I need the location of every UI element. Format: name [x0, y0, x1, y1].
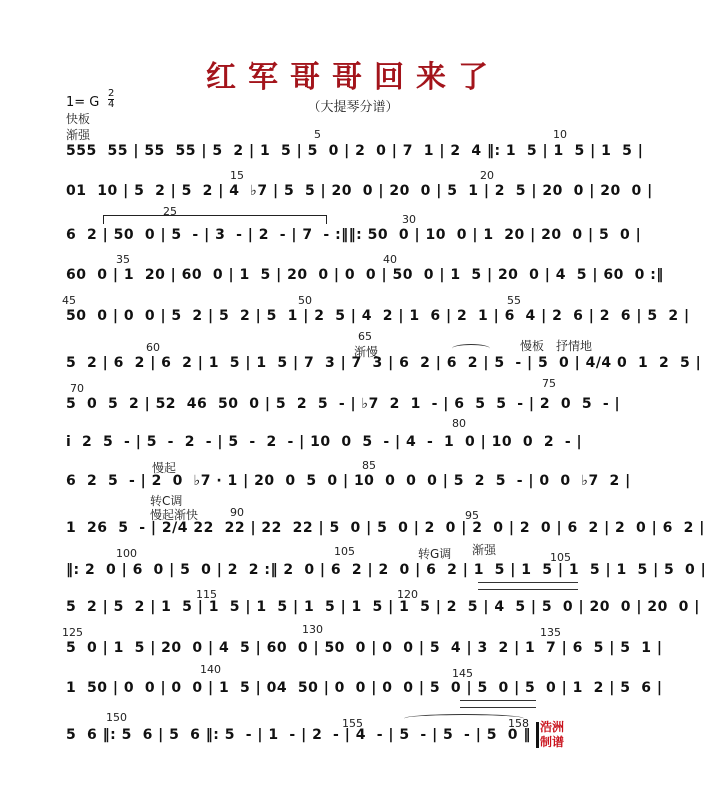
slur-mark [452, 344, 490, 353]
score-line-11: ‖: 2 0 | 6 0 | 5 0 | 2 2 :‖ 2 0 | 6 2 | 2 0 | 6 2 | 1 5 | 1 5 | 1 5 | 1 5 | 5 0 | [66, 562, 706, 578]
final-barline [536, 722, 539, 748]
score-subtitle: （大提琴分谱） [307, 100, 399, 115]
measure-number: 15 [230, 169, 244, 182]
measure-number: 65 [358, 330, 372, 343]
tempo-mark: 抒情地 [556, 339, 593, 353]
key-change-mark: 转C调 [150, 494, 183, 508]
score-line-12: 5 2 | 5 2 | 1 5 | 1 5 | 1 5 | 1 5 | 1 5 | 1 5 | 2 5 | 4 5 | 5 0 | 20 0 | 20 0 | [66, 599, 700, 615]
tempo-mark: 渐慢 [354, 345, 379, 359]
score-line-7: 5 0 5 2 | 52 46 50 0 | 5 2 5 - | ♭7 2 1 - | 6 5 5 - | 2 0 5 - | [66, 396, 621, 412]
measure-number: 20 [480, 169, 494, 182]
dynamics-mark: 渐强 [66, 128, 91, 142]
credit-stamp [540, 720, 564, 750]
dynamics-mark: 渐强 [472, 543, 497, 557]
score-line-15: 5 6 ‖: 5 6 | 5 6 ‖: 5 - | 1 - | 2 - | 4 - | 5 - | 5 - | 5 0 ‖ [66, 727, 531, 743]
time-denominator: 4 [108, 99, 115, 110]
measure-number: 158 [508, 717, 529, 730]
measure-number: 120 [397, 588, 418, 601]
measure-number: 115 [196, 588, 217, 601]
measure-number: 60 [146, 341, 160, 354]
time-numerator: 2 [108, 88, 115, 99]
measure-number: 90 [230, 506, 244, 519]
volta-bracket [103, 215, 327, 224]
measure-number: 75 [542, 377, 556, 390]
tempo-mark: 慢起渐快 [150, 508, 199, 522]
crescendo-hairpin [460, 700, 536, 708]
measure-number: 10 [553, 128, 567, 141]
measure-number: 25 [163, 205, 177, 218]
tempo-mark: 慢板 [520, 339, 545, 353]
score-line-1: 555 55 | 55 55 | 5 2 | 1 5 | 5 0 | 2 0 | 7 1 | 2 4 ‖: 1 5 | 1 5 | 1 5 | [66, 143, 644, 159]
measure-number: 105 [334, 545, 355, 558]
score-line-9: 6 2 5 - | 2 0 ♭7 · 1 | 20 0 5 0 | 10 0 0 0 | 5 2 5 - | 0 0 ♭7 2 | [66, 473, 631, 489]
measure-number: 80 [452, 417, 466, 430]
score-line-2: 01 10 | 5 2 | 5 2 | 4 ♭7 | 5 5 | 20 0 | 20 0 | 5 1 | 2 5 | 20 0 | 20 0 | [66, 183, 653, 199]
score-line-3: 6 2 | 50 0 | 5 - | 3 - | 2 - | 7 - :‖‖: 50 0 | 10 0 | 1 20 | 20 0 | 5 0 | [66, 227, 642, 243]
measure-number: 5 [314, 128, 321, 141]
score-line-5: 50 0 | 0 0 | 5 2 | 5 2 | 5 1 | 2 5 | 4 2 | 1 6 | 2 1 | 6 4 | 2 6 | 2 6 | 5 2 | [66, 308, 690, 324]
measure-number: 135 [540, 626, 561, 639]
key-change-mark: 转G调 [418, 547, 452, 561]
score-line-14: 1 50 | 0 0 | 0 0 | 1 5 | 04 50 | 0 0 | 0 0 | 5 0 | 5 0 | 5 0 | 1 2 | 5 6 | [66, 680, 663, 696]
score-line-8: i 2 5 - | 5 - 2 - | 5 - 2 - | 10 0 5 - | 4 - 1 0 | 10 0 2 - | [66, 434, 583, 450]
tempo-mark: 快板 [66, 112, 91, 126]
measure-number: 45 [62, 294, 76, 307]
measure-number: 150 [106, 711, 127, 724]
tempo-mark: 慢起 [152, 461, 177, 475]
measure-number: 85 [362, 459, 376, 472]
score-title: 红军哥哥回来了 [206, 60, 500, 95]
measure-number: 30 [402, 213, 416, 226]
measure-number: 130 [302, 623, 323, 636]
measure-number: 95 [465, 509, 479, 522]
time-signature [108, 89, 114, 110]
credit-line-2: 制谱 [540, 735, 565, 749]
measure-number: 40 [383, 253, 397, 266]
crescendo-hairpin [478, 582, 578, 590]
measure-number: 155 [342, 717, 363, 730]
key-signature: 1= G [66, 95, 100, 110]
measure-number: 35 [116, 253, 130, 266]
score-line-10: 1 26 5 - | 2/4 22 22 | 22 22 | 5 0 | 5 0 | 2 0 | 2 0 | 2 0 | 6 2 | 2 0 | 6 2 | [66, 520, 705, 536]
measure-number: 55 [507, 294, 521, 307]
slur-mark [404, 714, 524, 723]
score-line-13: 5 0 | 1 5 | 20 0 | 4 5 | 60 0 | 50 0 | 0 0 | 5 4 | 3 2 | 1 7 | 6 5 | 5 1 | [66, 640, 663, 656]
measure-number: 105 [550, 551, 571, 564]
measure-number: 140 [200, 663, 221, 676]
measure-number: 50 [298, 294, 312, 307]
measure-number: 125 [62, 626, 83, 639]
measure-number: 70 [70, 382, 84, 395]
measure-number: 145 [452, 667, 473, 680]
measure-number: 100 [116, 547, 137, 560]
credit-line-1: 浩洲 [540, 720, 565, 734]
score-line-4: 60 0 | 1 20 | 60 0 | 1 5 | 20 0 | 0 0 | 50 0 | 1 5 | 20 0 | 4 5 | 60 0 :‖ [66, 267, 664, 283]
score-line-6: 5 2 | 6 2 | 6 2 | 1 5 | 1 5 | 7 3 | 7 3 | 6 2 | 6 2 | 5 - | 5 0 | 4/4 0 1 2 5 | [66, 355, 702, 371]
